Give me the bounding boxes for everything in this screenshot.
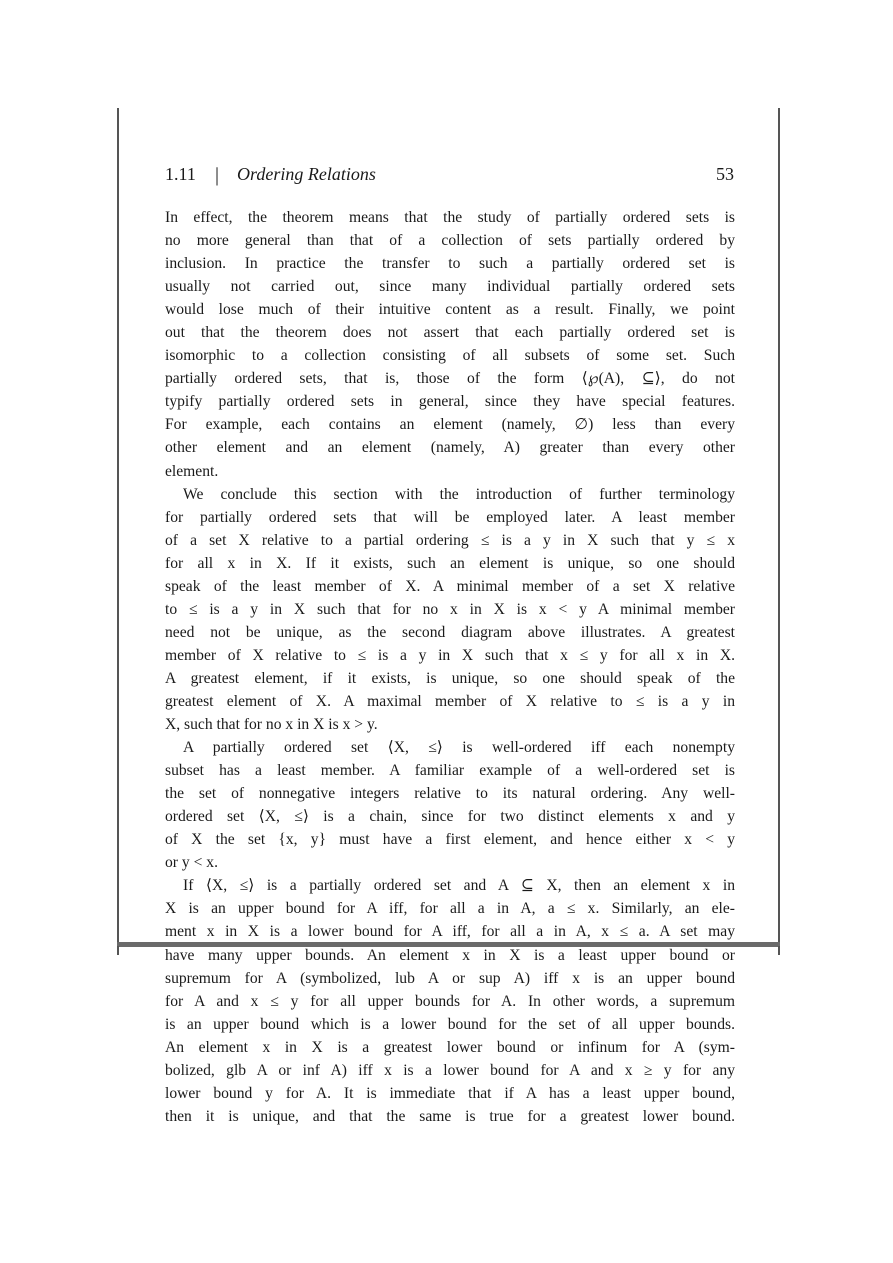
left-margin-rule: [117, 108, 119, 948]
text-line: have many upper bounds. An element x in X is a least upper bound or: [165, 946, 735, 964]
bottom-left-tick: [117, 946, 119, 955]
text-line: A partially ordered set ⟨X, ≤⟩ is well-ordered iff each nonempty: [183, 739, 735, 757]
text-line: speak of the least member of X. A minimal member of a set X relative: [165, 577, 735, 595]
text-line: then it is unique, and that the same is true for a greatest lower bound.: [165, 1107, 735, 1125]
text-line: need not be unique, as the second diagram above illustrates. A greatest: [165, 623, 735, 641]
running-header: [165, 164, 734, 190]
text-line: supremum for A (symbolized, lub A or sup A) iff x is an upper bound: [165, 969, 735, 987]
text-line: partially ordered sets, that is, those of the form ⟨℘(A), ⊆⟩, do not: [165, 370, 735, 388]
text-line: for A and x ≤ y for all upper bounds for A. In other words, a supremum: [165, 992, 735, 1010]
text-line: In effect, the theorem means that the study of partially ordered sets is: [165, 209, 735, 226]
body-text: [165, 206, 735, 1128]
section-title: Ordering Relations: [237, 164, 376, 184]
text-line: element.: [165, 462, 219, 480]
text-line: out that the theorem does not assert that each partially ordered set is: [165, 324, 735, 342]
text-line: to ≤ is a y in X such that for no x in X is x < y A minimal member: [165, 600, 735, 618]
text-line: of X the set {x, y} must have a first element, and hence either x < y: [165, 831, 735, 849]
text-line: typify partially ordered sets in general, since they have special features.: [165, 393, 735, 411]
right-margin-rule: [778, 108, 780, 948]
text-line: other element and an element (namely, A) greater than every other: [165, 439, 735, 457]
text-line: is an upper bound which is a lower bound for the set of all upper bounds.: [165, 1015, 735, 1033]
text-line: X is an upper bound for A iff, for all a in A, a ≤ x. Similarly, an ele-: [165, 900, 735, 918]
text-line: isomorphic to a collection consisting of all subsets of some set. Such: [165, 347, 735, 365]
text-line: ordered set ⟨X, ≤⟩ is a chain, since for two distinct elements x and y: [165, 808, 735, 826]
text-line: for all x in X. If it exists, such an element is unique, so one should: [165, 554, 735, 572]
text-line: usually not carried out, since many individual partially ordered sets: [165, 278, 735, 296]
text-line: would lose much of their intuitive content as a result. Finally, we point: [165, 301, 735, 319]
text-line: X, such that for no x in X is x > y.: [165, 716, 378, 734]
text-line: ment x in X is a lower bound for A iff, for all a in A, x ≤ a. A set may: [165, 923, 735, 941]
page-number: 53: [716, 164, 734, 184]
text-line: If ⟨X, ≤⟩ is a partially ordered set and A ⊆ X, then an element x in: [183, 877, 735, 895]
text-line: for partially ordered sets that will be employed later. A least member: [165, 508, 735, 526]
text-line: greatest element of X. A maximal member of X relative to ≤ is a y in: [165, 692, 735, 710]
text-line: subset has a least member. A familiar example of a well-ordered set is: [165, 762, 735, 780]
text-line: no more general than that of a collection of sets partially ordered by: [165, 232, 735, 250]
text-line: or y < x.: [165, 854, 218, 872]
text-line: bolized, glb A or inf A) iff x is a lower bound for A and x ≥ y for any: [165, 1061, 735, 1079]
text-line: the set of nonnegative integers relative to its natural ordering. Any well-: [165, 785, 735, 803]
text-line: We conclude this section with the introduction of further terminology: [183, 485, 735, 503]
text-line: member of X relative to ≤ is a y in X such that x ≤ y for all x in X.: [165, 646, 735, 664]
text-line: of a set X relative to a partial ordering ≤ is a y in X such that y ≤ x: [165, 531, 735, 549]
text-line: inclusion. In practice the transfer to such a partially ordered set is: [165, 255, 735, 273]
section-number: 1.11: [165, 164, 196, 184]
text-line: An element x in X is a greatest lower bound or infinum for A (sym-: [165, 1038, 735, 1056]
text-line: For example, each contains an element (namely, ∅) less than every: [165, 416, 735, 434]
text-line: lower bound y for A. It is immediate that if A has a least upper bound,: [165, 1084, 735, 1102]
text-line: A greatest element, if it exists, is unique, so one should speak of the: [165, 669, 735, 687]
bottom-right-tick: [778, 946, 780, 955]
header-separator: |: [215, 164, 220, 186]
